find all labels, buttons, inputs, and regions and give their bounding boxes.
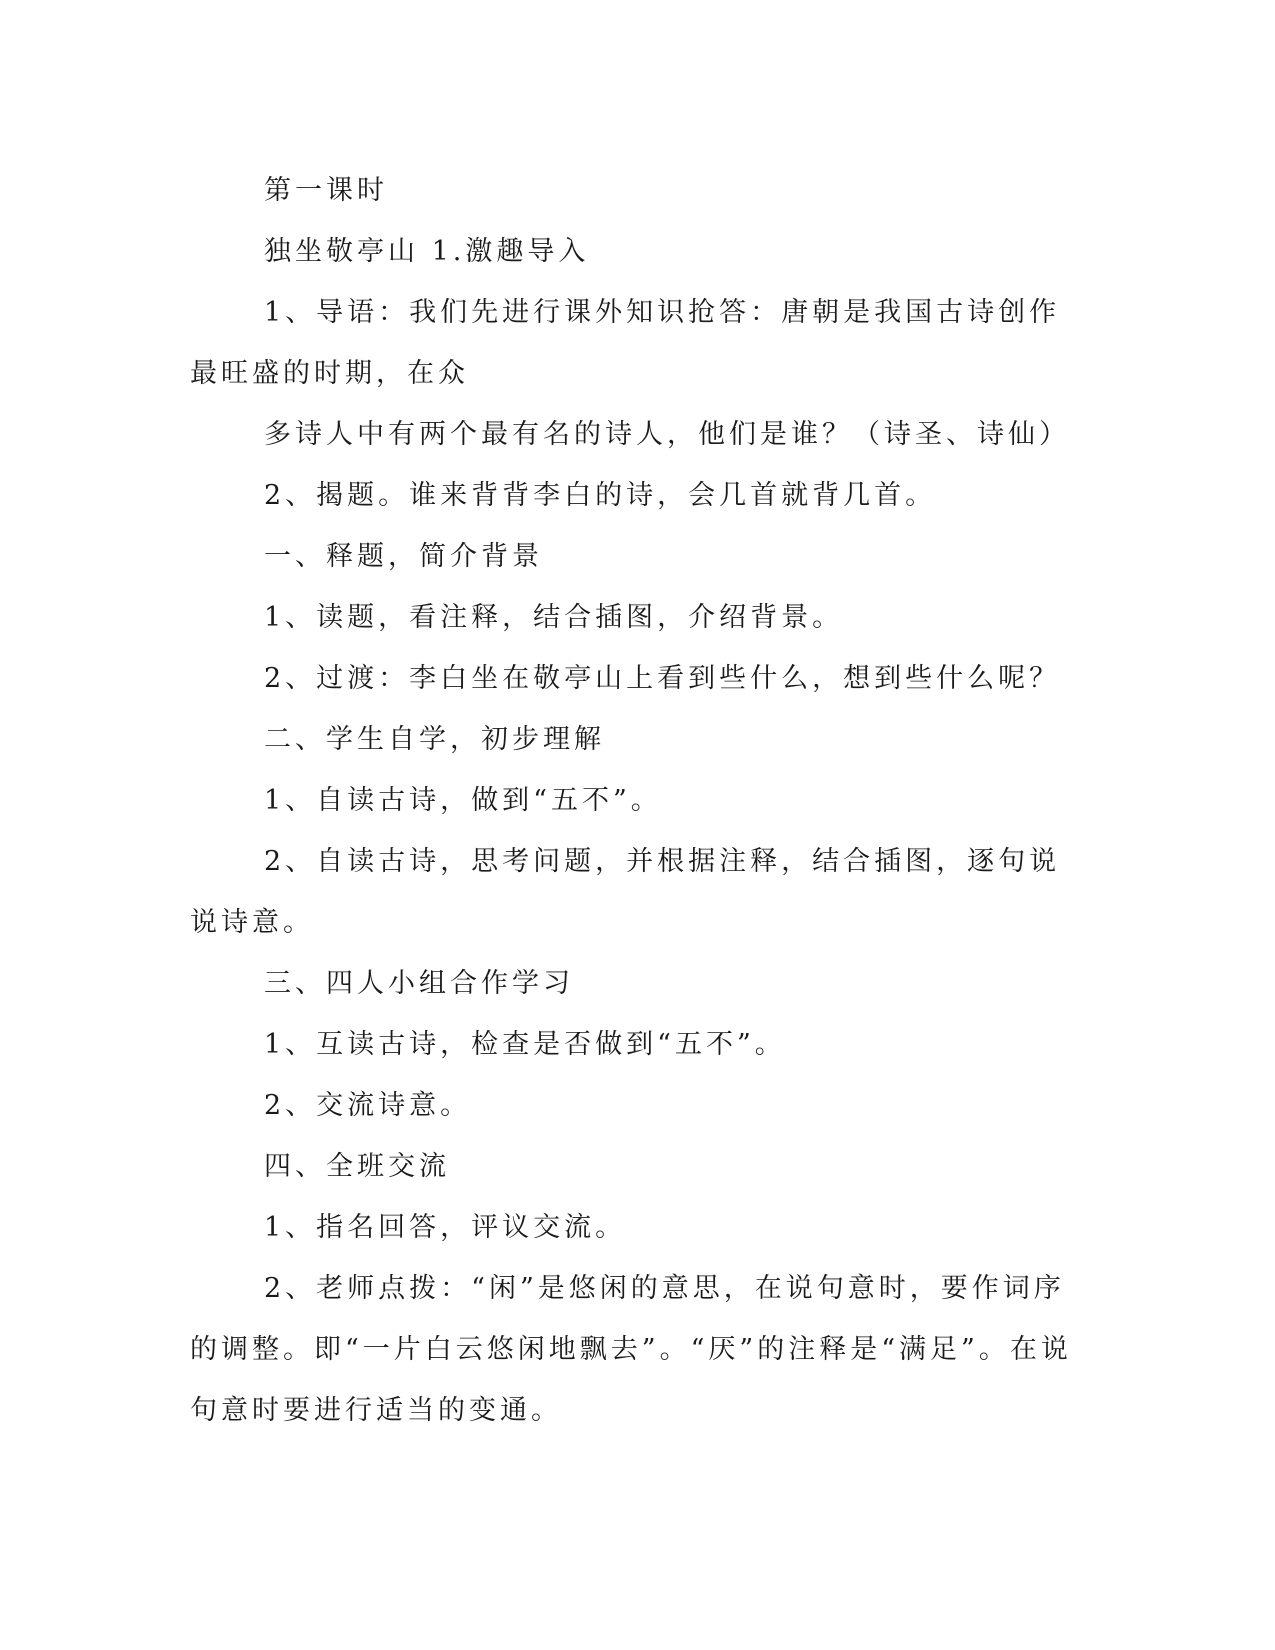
paragraph: 1、互读古诗，检查是否做到“五不”。 [264,1029,786,1060]
paragraph: 2、过渡：李白坐在敬亭山上看到些什么，想到些什么呢？ [264,663,1061,694]
section-title: 独坐敬亭山 1.激趣导入 [264,236,590,267]
paragraph: 1、读题，看注释，结合插图，介绍背景。 [264,602,844,633]
paragraph: 2、交流诗意。 [264,1090,472,1121]
lesson-heading: 第一课时 [264,175,388,206]
section-heading: 三、四人小组合作学习 [264,968,574,999]
document-body [190,160,1090,1441]
paragraph: 1、指名回答，评议交流。 [264,1212,627,1243]
paragraph: 2、老师点拨：“闲”是悠闲的意思，在说句意时，要作词序的调整。即“一片白云悠闲地飘去”。“厌”的注释是“满足”。在说句意时要进行适当的变通。 [190,1273,1072,1426]
section-heading: 一、释题，简介背景 [264,541,543,572]
section-heading: 二、学生自学，初步理解 [264,724,605,755]
paragraph: 2、揭题。谁来背背李白的诗，会几首就背几首。 [264,480,937,511]
paragraph: 1、导语：我们先进行课外知识抢答：唐朝是我国古诗创作最旺盛的时期，在众 [190,297,1061,389]
paragraph: 2、自读古诗，思考问题，并根据注释，结合插图，逐句说说诗意。 [190,846,1061,938]
paragraph: 多诗人中有两个最有名的诗人，他们是谁？（诗圣、诗仙） [264,419,1070,450]
paragraph: 1、自读古诗，做到“五不”。 [264,785,662,816]
section-heading: 四、全班交流 [264,1151,450,1182]
